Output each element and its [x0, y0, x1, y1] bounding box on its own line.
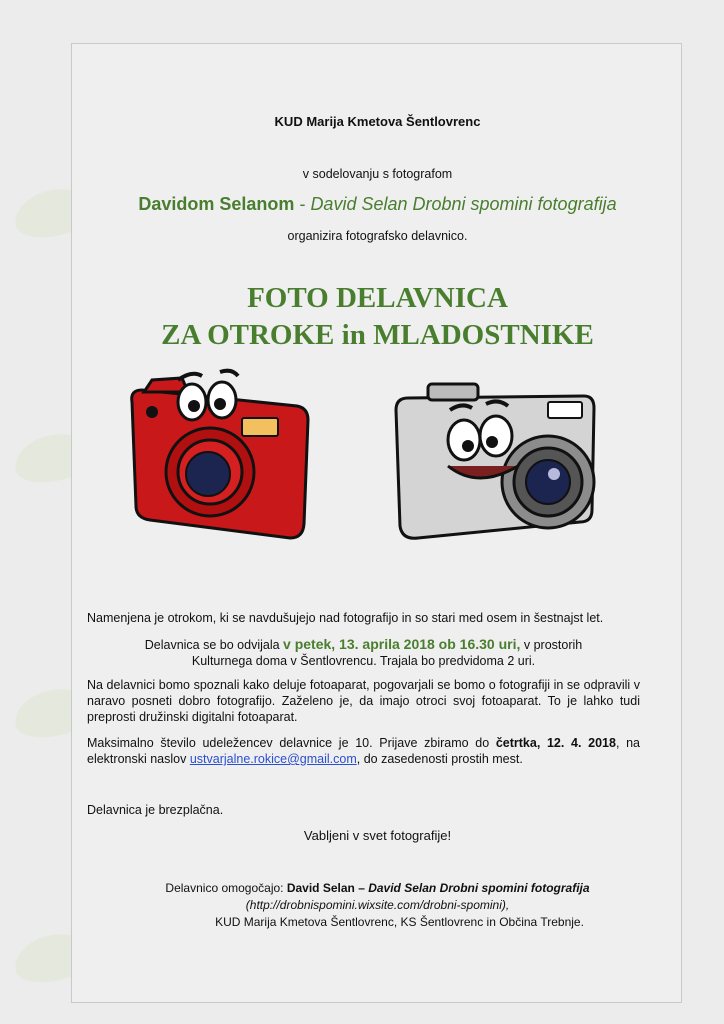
event-time-text [87, 636, 640, 669]
registration-mid: , na elektronski naslov [87, 736, 640, 766]
poster-title-line1: FOTO DELAVNICA [247, 282, 508, 314]
silver-camera-icon [388, 370, 598, 545]
cooperation-text: v sodelovanju s fotografom [302, 167, 453, 181]
footer-sponsor-name: David Selan – [286, 881, 369, 895]
registration-deadline: četrtka, 12. 4. 2018 [495, 736, 616, 750]
red-camera-icon [122, 362, 312, 542]
event-location: Kulturnega doma v Šentlovrencu. Trajala bo predvidoma 2 uri. [191, 654, 536, 668]
registration-pre: Maksimalno število udeležencev delavnice je 10. Prijave zbiramo do [87, 736, 496, 750]
footer-sponsors [72, 880, 683, 931]
intended-audience-text: Namenjena je otrokom, ki se navdušujejo nad fotografijo in so stari med osem in šestnajst let. [87, 611, 604, 625]
photographer-separator: - [294, 194, 311, 214]
photographer-name: Davidom Selanom [138, 194, 295, 214]
email-link[interactable]: ustvarjalne.rokice@gmail.com [189, 752, 357, 766]
poster-title-line2: ZA OTROKE in MLADOSTNIKE [161, 319, 594, 351]
workshop-content-text: Na delavnici bomo spoznali kako deluje fotoaparat, pogovarjali se bomo o fotografiji in se odpravili v naravo posneti dobro fotografijo. Zaželeno je, da imajo otroci svoj fotoaparat. To je lahko tudi preprosti družinski digitalni fotoaparat. [87, 678, 640, 724]
photographer-line [72, 194, 683, 215]
footer-website: (http://drobnispomini.wixsite.com/drobni-spomini), [245, 898, 510, 912]
event-time-post: v prostorih [520, 638, 583, 652]
footer-others: KUD Marija Kmetova Šentlovrenc, KS Šentlovrenc in Občina Trebnje. [215, 915, 584, 929]
free-text: Delavnica je brezplačna. [87, 803, 224, 817]
registration-text [87, 735, 640, 767]
event-date: v petek, 13. aprila 2018 ob 16.30 uri, [283, 636, 521, 652]
organization-name: KUD Marija Kmetova Šentlovrenc [274, 114, 481, 129]
footer-sponsor-business: David Selan Drobni spomini fotografija [368, 881, 590, 895]
event-time-pre: Delavnica se bo odvijala [144, 638, 284, 652]
poster-page [71, 43, 682, 1003]
registration-post: , do zasedenosti prostih mest. [356, 752, 523, 766]
footer-enabled-by: Delavnico omogočajo: [165, 881, 287, 895]
photographer-business: David Selan Drobni spomini fotografija [310, 194, 617, 214]
organizes-text: organizira fotografsko delavnico. [287, 229, 468, 243]
welcome-text: Vabljeni v svet fotografije! [303, 828, 452, 843]
